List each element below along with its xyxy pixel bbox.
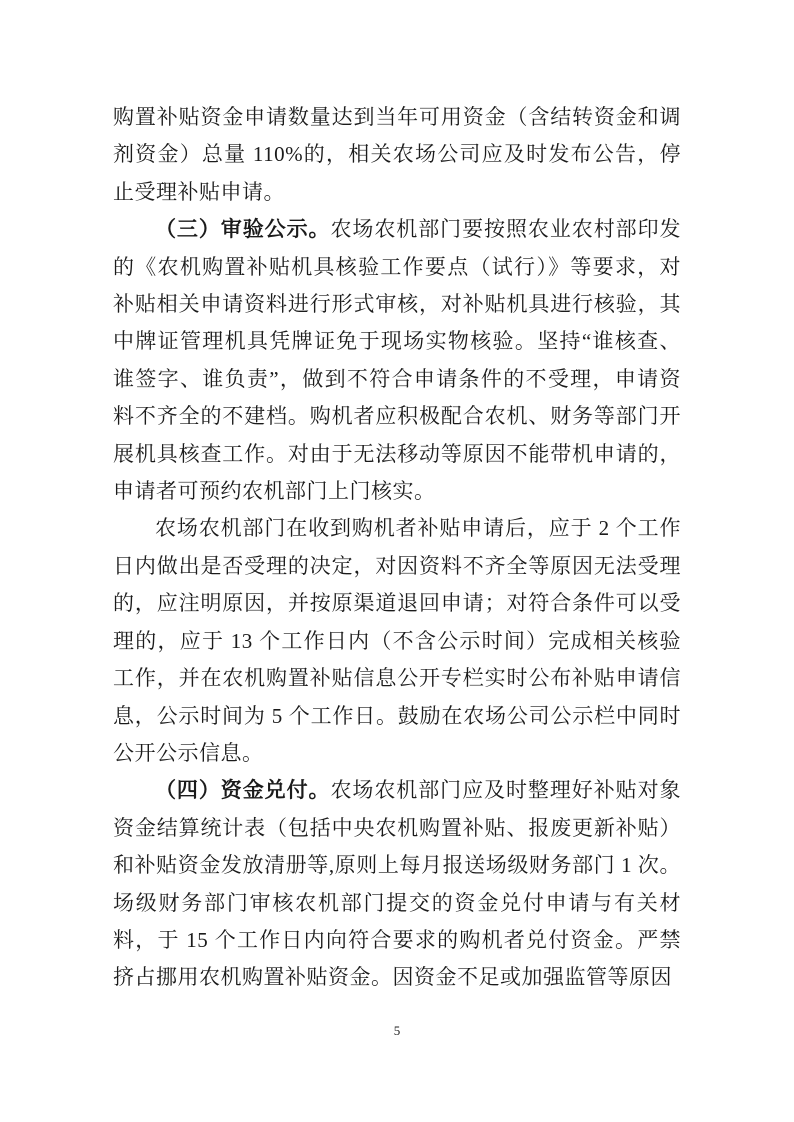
section-heading-4: （四）资金兑付。 [155, 778, 331, 803]
paragraph-section-4 [113, 772, 681, 996]
paragraph-continuation [113, 99, 681, 211]
paragraph-text: 购置补贴资金申请数量达到当年可用资金（含结转资金和调剂资金）总量 110%的，相关农场公司应及时发布公告，停止受理补贴申请。 [113, 105, 681, 204]
page-number: 5 [393, 1023, 401, 1038]
page-footer [0, 1022, 794, 1040]
document-body [113, 99, 681, 997]
paragraph-text: 农场农机部门在收到购机者补贴申请后，应于 2 个工作日内做出是否受理的决定，对因资料不齐全等原因无法受理的，应注明原因，并按原渠道退回申请；对符合条件可以受理的，应于 13 个工作日内（不含公示时间）完成相关核验工作，并在农机购置补贴信息公开专栏实时公布补贴申请信息，公示时间为 5 个工作日。鼓励在农场公司公示栏中同时公开公示信息。 [113, 516, 681, 765]
paragraph-text: 农场农机部门应及时整理好补贴对象资金结算统计表（包括中央农机购置补贴、报废更新补贴）和补贴资金发放清册等,原则上每月报送场级财务部门 1 次。场级财务部门审核农机部门提交的资金兑付申请与有关材料，于 15 个工作日内向符合要求的购机者兑付资金。严禁挤占挪用农机购置补贴资金。因资金不足或加强监管等原因 [113, 778, 682, 990]
paragraph-processing-times [113, 510, 681, 772]
paragraph-section-3 [113, 211, 681, 510]
paragraph-text: 农场农机部门要按照农业农村部印发的《农机购置补贴机具核验工作要点（试行）》等要求，对补贴相关申请资料进行形式审核，对补贴机具进行核验，其中牌证管理机具凭牌证免于现场实物核验。坚持“谁核查、谁签字、谁负责”，做到不符合申请条件的不受理，申请资料不齐全的不建档。购机者应积极配合农机、财务等部门开展机具核查工作。对由于无法移动等原因不能带机申请的，申请者可预约农机部门上门核实。 [113, 217, 682, 504]
section-heading-3: （三）审验公示。 [155, 217, 331, 242]
